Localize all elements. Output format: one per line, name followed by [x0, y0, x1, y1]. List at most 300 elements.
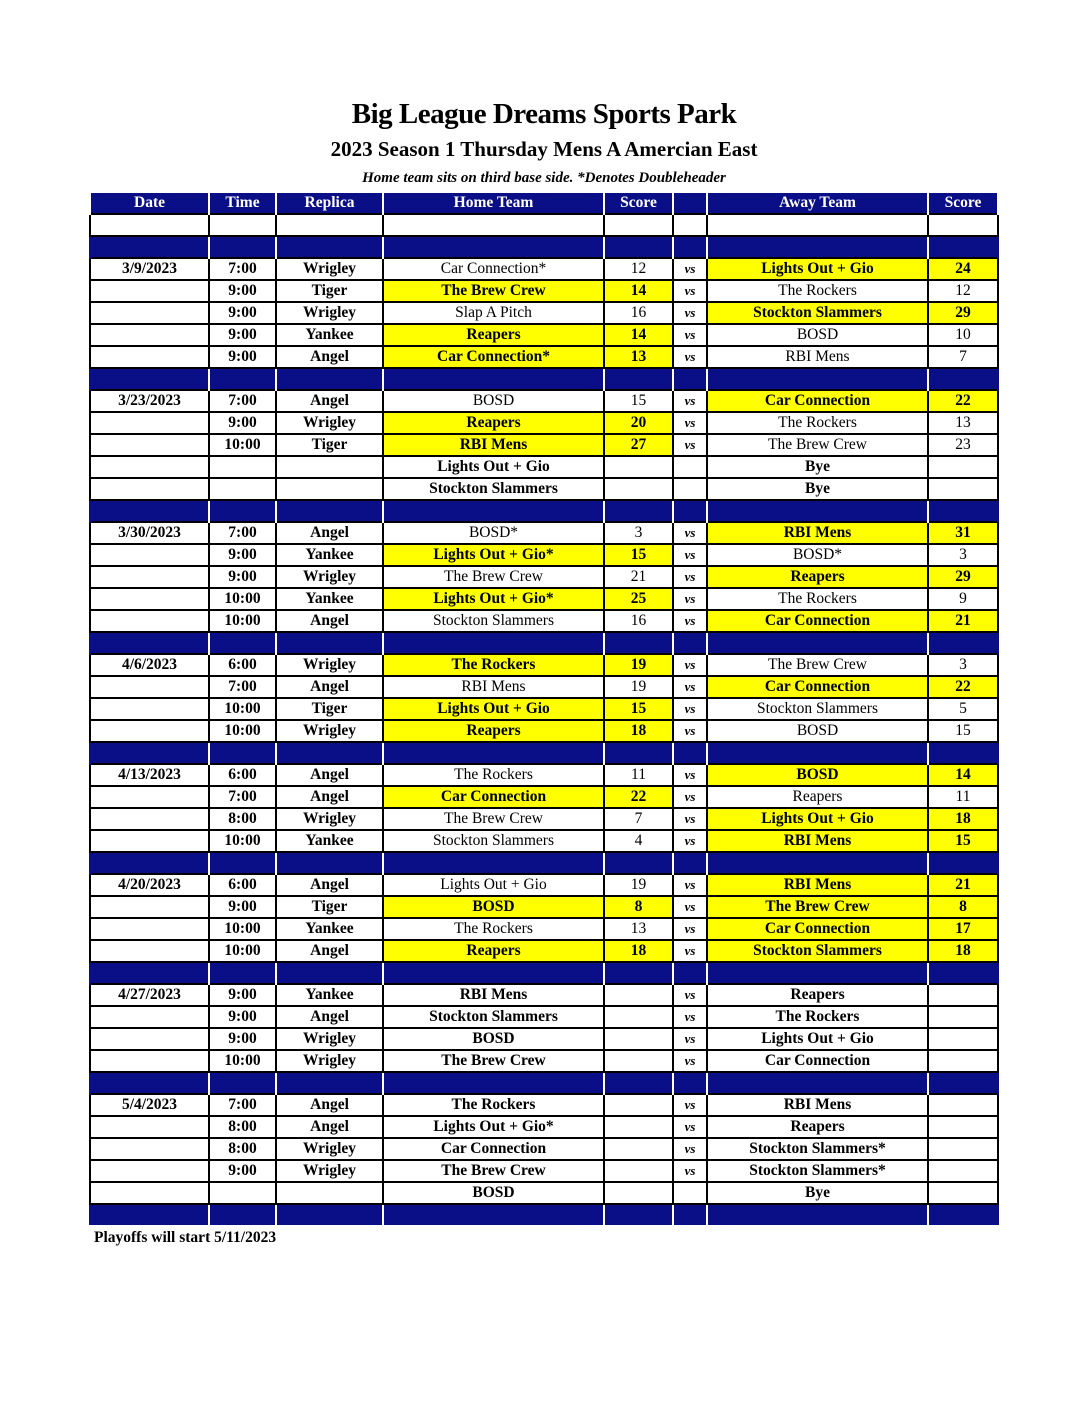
page-subtitle: 2023 Season 1 Thursday Mens A Amercian East [330, 137, 758, 161]
time-cell: 7:00 [209, 390, 276, 412]
field-cell: Yankee [276, 324, 383, 346]
date-cell [90, 1160, 209, 1182]
vs-label: vs [673, 720, 707, 742]
home-team-cell: RBI Mens [383, 984, 604, 1006]
game-row [90, 346, 998, 368]
home-team-cell: Lights Out + Gio* [383, 588, 604, 610]
empty-cell [276, 1204, 383, 1225]
empty-cell [209, 962, 276, 984]
home-team-cell: Lights Out + Gio* [383, 544, 604, 566]
empty-cell [383, 962, 604, 984]
empty-cell [673, 236, 707, 258]
home-team-cell: The Rockers [383, 918, 604, 940]
empty-cell [604, 214, 673, 236]
field-cell: Wrigley [276, 302, 383, 324]
empty-cell [673, 962, 707, 984]
away-team-cell: Stockton Slammers* [707, 1160, 928, 1182]
game-row [90, 1182, 998, 1204]
time-cell: 7:00 [209, 786, 276, 808]
home-team-cell: Lights Out + Gio [383, 698, 604, 720]
date-cell [90, 1006, 209, 1028]
empty-cell [90, 962, 209, 984]
away-team-cell: Stockton Slammers [707, 698, 928, 720]
date-cell [90, 302, 209, 324]
game-row [90, 830, 998, 852]
field-cell [276, 456, 383, 478]
game-row [90, 588, 998, 610]
empty-cell [90, 236, 209, 258]
time-cell: 10:00 [209, 1050, 276, 1072]
field-cell: Yankee [276, 830, 383, 852]
week-separator-row [90, 500, 998, 522]
away-team-cell: Lights Out + Gio [707, 258, 928, 280]
empty-cell [276, 962, 383, 984]
empty-cell [90, 1072, 209, 1094]
home-team-cell: The Brew Crew [383, 1050, 604, 1072]
empty-cell [209, 214, 276, 236]
time-cell [209, 1182, 276, 1204]
home-score-cell: 7 [604, 808, 673, 830]
empty-cell [383, 236, 604, 258]
away-team-cell: Reapers [707, 566, 928, 588]
away-team-cell: The Rockers [707, 280, 928, 302]
empty-cell [707, 962, 928, 984]
time-cell: 8:00 [209, 808, 276, 830]
empty-cell [604, 236, 673, 258]
empty-cell [673, 1204, 707, 1225]
empty-cell [383, 1204, 604, 1225]
date-cell: 4/6/2023 [90, 654, 209, 676]
home-score-cell: 19 [604, 654, 673, 676]
away-team-cell: The Rockers [707, 588, 928, 610]
away-team-cell: Bye [707, 1182, 928, 1204]
away-team-cell: The Rockers [707, 1006, 928, 1028]
date-cell: 5/4/2023 [90, 1094, 209, 1116]
time-cell [209, 456, 276, 478]
empty-cell [604, 742, 673, 764]
time-cell: 9:00 [209, 544, 276, 566]
home-score-cell: 4 [604, 830, 673, 852]
away-team-cell: Reapers [707, 1116, 928, 1138]
home-team-cell: Car Connection [383, 1138, 604, 1160]
date-cell [90, 918, 209, 940]
field-cell: Tiger [276, 280, 383, 302]
field-cell: Yankee [276, 918, 383, 940]
away-team-cell: RBI Mens [707, 830, 928, 852]
empty-cell [707, 742, 928, 764]
home-score-cell: 19 [604, 874, 673, 896]
vs-label: vs [673, 1006, 707, 1028]
time-cell: 10:00 [209, 918, 276, 940]
vs-label: vs [673, 412, 707, 434]
field-cell [276, 478, 383, 500]
field-cell: Angel [276, 940, 383, 962]
field-cell: Wrigley [276, 808, 383, 830]
home-team-cell: Car Connection [383, 786, 604, 808]
home-team-cell: Reapers [383, 940, 604, 962]
date-cell [90, 720, 209, 742]
away-team-cell: Lights Out + Gio [707, 808, 928, 830]
away-team-cell: Bye [707, 456, 928, 478]
away-team-cell: Lights Out + Gio [707, 1028, 928, 1050]
home-team-cell: The Brew Crew [383, 566, 604, 588]
away-score-cell: 7 [928, 346, 998, 368]
home-score-cell [604, 1050, 673, 1072]
away-team-cell: RBI Mens [707, 522, 928, 544]
date-cell [90, 412, 209, 434]
vs-label: vs [673, 896, 707, 918]
time-cell: 10:00 [209, 698, 276, 720]
home-team-cell: Lights Out + Gio [383, 874, 604, 896]
empty-cell [673, 214, 707, 236]
home-score-cell: 15 [604, 390, 673, 412]
week-separator-row [90, 852, 998, 874]
vs-label: vs [673, 1138, 707, 1160]
schedule-table [89, 193, 999, 1225]
away-score-cell: 18 [928, 940, 998, 962]
empty-cell [209, 742, 276, 764]
empty-cell [276, 742, 383, 764]
empty-cell [604, 1072, 673, 1094]
time-cell: 9:00 [209, 896, 276, 918]
empty-cell [276, 500, 383, 522]
game-row [90, 676, 998, 698]
date-cell [90, 1028, 209, 1050]
home-team-cell: The Rockers [383, 764, 604, 786]
vs-label: vs [673, 940, 707, 962]
header-row [90, 193, 998, 214]
empty-cell [383, 742, 604, 764]
field-cell: Angel [276, 390, 383, 412]
home-score-cell: 20 [604, 412, 673, 434]
game-row [90, 544, 998, 566]
home-score-cell: 16 [604, 302, 673, 324]
date-cell [90, 1182, 209, 1204]
empty-cell [707, 214, 928, 236]
game-row [90, 324, 998, 346]
empty-cell [209, 1072, 276, 1094]
empty-cell [90, 632, 209, 654]
game-row [90, 478, 998, 500]
vs-label: vs [673, 566, 707, 588]
vs-label: vs [673, 984, 707, 1006]
empty-cell [928, 1072, 998, 1094]
away-score-cell: 8 [928, 896, 998, 918]
away-score-cell [928, 1160, 998, 1182]
time-cell: 9:00 [209, 302, 276, 324]
game-row [90, 940, 998, 962]
away-score-cell: 18 [928, 808, 998, 830]
home-team-cell: BOSD [383, 896, 604, 918]
home-team-cell: RBI Mens [383, 676, 604, 698]
away-score-cell: 23 [928, 434, 998, 456]
vs-label: vs [673, 786, 707, 808]
home-score-cell [604, 984, 673, 1006]
empty-cell [383, 214, 604, 236]
away-score-cell: 29 [928, 302, 998, 324]
field-cell: Wrigley [276, 1050, 383, 1072]
away-score-cell: 17 [928, 918, 998, 940]
time-cell: 9:00 [209, 324, 276, 346]
field-cell: Wrigley [276, 720, 383, 742]
game-row [90, 786, 998, 808]
schedule-body [90, 214, 998, 1225]
time-cell: 10:00 [209, 588, 276, 610]
empty-cell [707, 1072, 928, 1094]
game-row [90, 764, 998, 786]
field-cell: Wrigley [276, 566, 383, 588]
empty-cell [90, 500, 209, 522]
vs-label: vs [673, 808, 707, 830]
date-cell [90, 1050, 209, 1072]
vs-label: vs [673, 1050, 707, 1072]
time-cell: 9:00 [209, 1160, 276, 1182]
home-score-cell [604, 1116, 673, 1138]
away-score-cell: 15 [928, 830, 998, 852]
game-row [90, 808, 998, 830]
empty-cell [707, 1204, 928, 1225]
time-cell: 7:00 [209, 1094, 276, 1116]
away-score-cell: 3 [928, 544, 998, 566]
date-cell [90, 588, 209, 610]
away-team-cell: Stockton Slammers [707, 302, 928, 324]
home-score-cell: 14 [604, 324, 673, 346]
home-score-cell: 14 [604, 280, 673, 302]
empty-cell [707, 632, 928, 654]
home-team-cell: Stockton Slammers [383, 1006, 604, 1028]
blank-row [90, 214, 998, 236]
away-score-cell: 9 [928, 588, 998, 610]
field-cell: Wrigley [276, 258, 383, 280]
home-team-cell: RBI Mens [383, 434, 604, 456]
home-team-cell: BOSD [383, 1182, 604, 1204]
field-cell: Angel [276, 610, 383, 632]
vs-label: vs [673, 1028, 707, 1050]
time-cell: 10:00 [209, 434, 276, 456]
field-cell: Wrigley [276, 1138, 383, 1160]
away-score-cell: 14 [928, 764, 998, 786]
away-score-cell: 11 [928, 786, 998, 808]
empty-cell [209, 500, 276, 522]
header-replica: Replica [276, 193, 383, 214]
away-team-cell: The Brew Crew [707, 654, 928, 676]
empty-cell [209, 236, 276, 258]
empty-cell [604, 368, 673, 390]
empty-cell [928, 632, 998, 654]
vs-label: vs [673, 1094, 707, 1116]
away-score-cell: 24 [928, 258, 998, 280]
empty-cell [928, 1204, 998, 1225]
empty-cell [276, 632, 383, 654]
field-cell: Wrigley [276, 1028, 383, 1050]
home-team-cell: The Brew Crew [383, 808, 604, 830]
empty-cell [276, 368, 383, 390]
date-cell [90, 346, 209, 368]
home-score-cell: 18 [604, 720, 673, 742]
empty-cell [673, 1072, 707, 1094]
field-cell: Wrigley [276, 1160, 383, 1182]
page-title: Big League Dreams Sports Park [351, 98, 737, 130]
empty-cell [928, 500, 998, 522]
home-score-cell [604, 1094, 673, 1116]
week-separator-row [90, 742, 998, 764]
away-team-cell: Reapers [707, 984, 928, 1006]
away-score-cell [928, 1182, 998, 1204]
field-cell: Angel [276, 676, 383, 698]
vs-label: vs [673, 918, 707, 940]
empty-cell [928, 962, 998, 984]
field-cell: Yankee [276, 544, 383, 566]
empty-cell [276, 852, 383, 874]
away-team-cell: The Rockers [707, 412, 928, 434]
time-cell: 9:00 [209, 280, 276, 302]
game-row [90, 434, 998, 456]
vs-label: vs [673, 654, 707, 676]
home-team-cell: Lights Out + Gio* [383, 1116, 604, 1138]
week-separator-row [90, 962, 998, 984]
game-row [90, 1094, 998, 1116]
home-team-cell: Slap A Pitch [383, 302, 604, 324]
playoffs-note: Playoffs will start 5/11/2023 [94, 1229, 277, 1246]
field-cell: Angel [276, 346, 383, 368]
home-team-cell: Stockton Slammers [383, 610, 604, 632]
empty-cell [928, 214, 998, 236]
date-cell [90, 830, 209, 852]
vs-label: vs [673, 874, 707, 896]
game-row [90, 654, 998, 676]
time-cell: 10:00 [209, 830, 276, 852]
away-score-cell: 15 [928, 720, 998, 742]
date-cell: 3/9/2023 [90, 258, 209, 280]
empty-cell [90, 852, 209, 874]
field-cell: Angel [276, 764, 383, 786]
week-separator-row [90, 236, 998, 258]
game-row [90, 720, 998, 742]
field-cell: Wrigley [276, 654, 383, 676]
away-score-cell [928, 984, 998, 1006]
away-score-cell [928, 478, 998, 500]
home-score-cell [604, 1028, 673, 1050]
home-team-cell: Car Connection* [383, 258, 604, 280]
home-team-cell: Reapers [383, 412, 604, 434]
empty-cell [209, 1204, 276, 1225]
away-team-cell: RBI Mens [707, 346, 928, 368]
home-score-cell: 27 [604, 434, 673, 456]
away-team-cell: The Brew Crew [707, 896, 928, 918]
home-team-cell: Reapers [383, 720, 604, 742]
away-score-cell [928, 1094, 998, 1116]
empty-cell [383, 1072, 604, 1094]
game-row [90, 456, 998, 478]
away-team-cell: Car Connection [707, 1050, 928, 1072]
home-score-cell: 15 [604, 544, 673, 566]
field-cell [276, 1182, 383, 1204]
game-row [90, 280, 998, 302]
away-team-cell: Bye [707, 478, 928, 500]
time-cell: 10:00 [209, 610, 276, 632]
home-team-cell: The Rockers [383, 654, 604, 676]
date-cell [90, 566, 209, 588]
home-score-cell: 12 [604, 258, 673, 280]
game-row [90, 390, 998, 412]
vs-label [673, 1182, 707, 1204]
empty-cell [928, 742, 998, 764]
vs-label: vs [673, 390, 707, 412]
vs-label: vs [673, 1160, 707, 1182]
header-home-team: Home Team [383, 193, 604, 214]
field-cell: Angel [276, 786, 383, 808]
game-row [90, 896, 998, 918]
away-score-cell [928, 1028, 998, 1050]
game-row [90, 522, 998, 544]
date-cell [90, 456, 209, 478]
field-cell: Angel [276, 1116, 383, 1138]
away-score-cell [928, 1138, 998, 1160]
home-team-cell: BOSD [383, 390, 604, 412]
time-cell: 10:00 [209, 720, 276, 742]
vs-label: vs [673, 544, 707, 566]
time-cell: 10:00 [209, 940, 276, 962]
time-cell: 7:00 [209, 522, 276, 544]
field-cell: Tiger [276, 434, 383, 456]
home-score-cell [604, 1160, 673, 1182]
home-team-cell: Car Connection* [383, 346, 604, 368]
vs-label: vs [673, 522, 707, 544]
away-score-cell [928, 1006, 998, 1028]
away-score-cell: 13 [928, 412, 998, 434]
time-cell: 8:00 [209, 1116, 276, 1138]
empty-cell [604, 962, 673, 984]
field-cell: Tiger [276, 896, 383, 918]
time-cell: 8:00 [209, 1138, 276, 1160]
away-team-cell: The Brew Crew [707, 434, 928, 456]
empty-cell [707, 368, 928, 390]
week-separator-row [90, 368, 998, 390]
home-score-cell: 22 [604, 786, 673, 808]
empty-cell [90, 742, 209, 764]
home-score-cell: 13 [604, 918, 673, 940]
game-row [90, 1050, 998, 1072]
game-row [90, 1028, 998, 1050]
date-cell: 4/27/2023 [90, 984, 209, 1006]
vs-label: vs [673, 676, 707, 698]
empty-cell [604, 500, 673, 522]
empty-cell [209, 852, 276, 874]
header-time: Time [209, 193, 276, 214]
vs-label: vs [673, 280, 707, 302]
home-score-cell: 11 [604, 764, 673, 786]
away-team-cell: Car Connection [707, 918, 928, 940]
time-cell: 9:00 [209, 1028, 276, 1050]
home-team-cell: Stockton Slammers [383, 478, 604, 500]
empty-cell [928, 852, 998, 874]
date-cell [90, 808, 209, 830]
time-cell: 6:00 [209, 764, 276, 786]
vs-label: vs [673, 434, 707, 456]
vs-label [673, 456, 707, 478]
empty-cell [209, 632, 276, 654]
time-cell: 6:00 [209, 874, 276, 896]
away-score-cell: 12 [928, 280, 998, 302]
away-score-cell: 22 [928, 676, 998, 698]
empty-cell [707, 236, 928, 258]
field-cell: Tiger [276, 698, 383, 720]
date-cell [90, 324, 209, 346]
date-cell [90, 544, 209, 566]
empty-cell [707, 852, 928, 874]
away-score-cell [928, 1116, 998, 1138]
home-team-cell: The Brew Crew [383, 1160, 604, 1182]
